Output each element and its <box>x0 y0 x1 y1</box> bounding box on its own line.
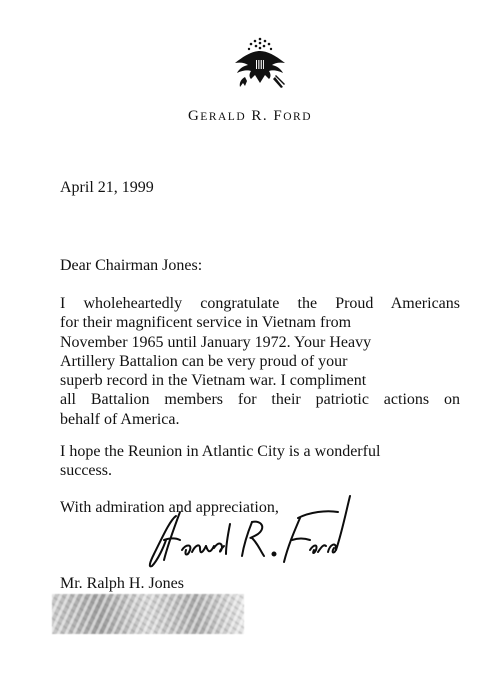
body-line: Artillery Battalion can be very proud of your <box>60 352 348 370</box>
redacted-address-block <box>52 594 244 634</box>
body-line: for their magnificent service in Vietnam from <box>60 314 352 332</box>
body-paragraph-2 <box>60 442 380 481</box>
body-paragraph-1 <box>60 294 460 429</box>
letter-date: April 21, 1999 <box>60 179 154 196</box>
salutation: Dear Chairman Jones: <box>60 257 203 274</box>
letterhead-initial-1: G <box>187 108 201 124</box>
presidential-seal-icon <box>231 33 289 93</box>
signature <box>140 488 370 580</box>
body-line: superb record in the Vietnam war. I compliment <box>60 372 367 390</box>
letterhead-initial-2: R. F <box>251 108 284 124</box>
body-line: behalf of America. <box>60 410 180 428</box>
closing: With admiration and appreciation, <box>60 499 279 516</box>
addressee-name: Mr. Ralph H. Jones <box>60 575 184 592</box>
letterhead-rest-2: ORD <box>283 111 313 123</box>
letterhead-name <box>0 108 500 125</box>
body-line: November 1965 until January 1972. Your Heavy <box>60 333 372 351</box>
body-line: success. <box>60 462 112 480</box>
body-line: I hope the Reunion in Atlantic City is a wonderful <box>60 443 381 460</box>
body-line: all Battalion members for their patriotic actions on <box>60 391 460 409</box>
letterhead-rest-1: ERALD <box>200 111 247 123</box>
body-line: I wholeheartedly congratulate the Proud Americans <box>60 295 460 312</box>
